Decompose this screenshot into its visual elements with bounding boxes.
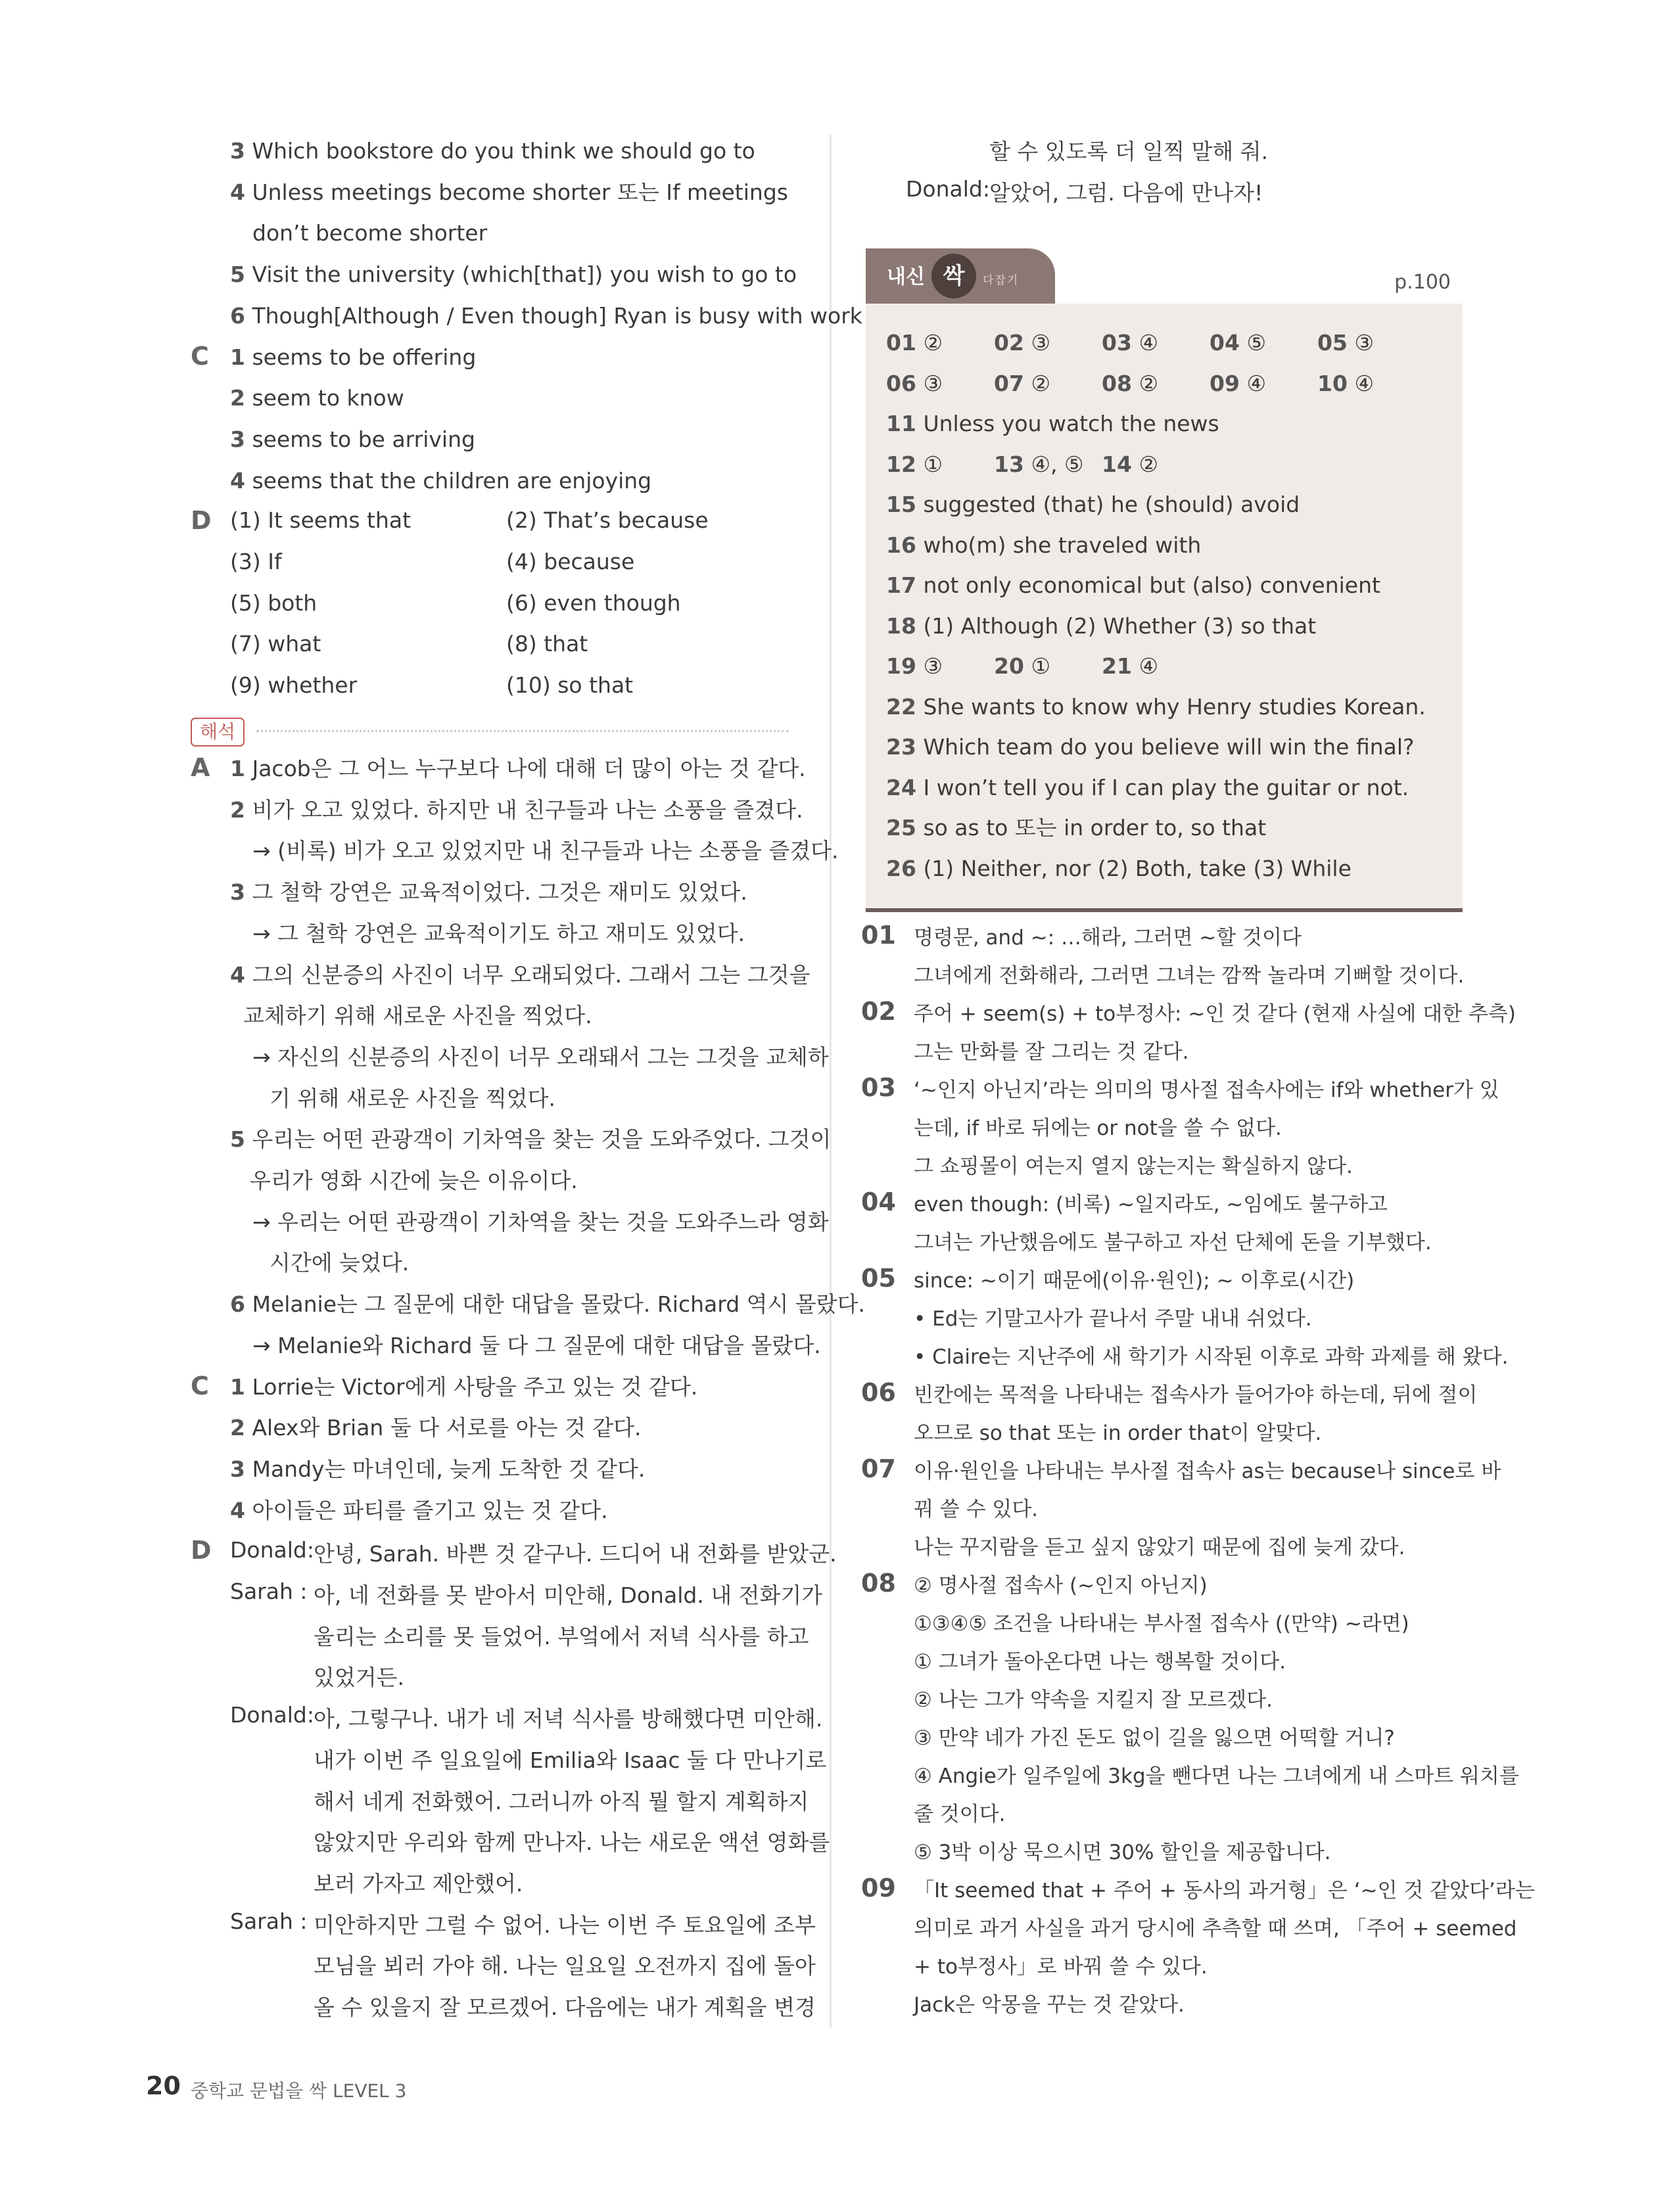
item-number: 2 — [230, 796, 245, 823]
explanation-line: ④ Angie가 일주일에 3kg을 뺀다면 나는 그녀에게 내 스마트 워치를 — [914, 1764, 1519, 1788]
explanation-line: 의미로 과거 사실을 과거 당시에 추측할 때 쓰며, 「주어 + seemed — [914, 1917, 1517, 1941]
answer-item — [994, 450, 1084, 479]
answer-number: 18 — [886, 612, 916, 639]
explanation-line: • Claire는 지난주에 새 학기가 시작된 이후로 과학 과제를 해 왔다. — [914, 1345, 1509, 1369]
column-divider — [830, 135, 832, 2027]
answer-number: 22 — [886, 693, 916, 720]
item-text: → 우리는 어떤 관광객이 기차역을 찾는 것을 도와주느라 영화 — [252, 1209, 829, 1235]
spacer — [245, 385, 252, 411]
d-answer: (8) that — [506, 631, 588, 657]
spacer — [916, 653, 924, 679]
section-label-c: C — [191, 341, 209, 371]
translation-line — [230, 961, 810, 990]
explanation-number: 03 — [861, 1073, 896, 1102]
answer-item — [1210, 329, 1266, 357]
d-answer: (10) so that — [506, 672, 634, 699]
answer-item — [1317, 329, 1374, 357]
explanation-line: 「It seemed that + 주어 + 동사의 과거형」은 ‘~인 것 같았다’라는 — [914, 1879, 1535, 1902]
answer-value: ② — [923, 330, 943, 356]
item-number: 1 — [230, 756, 245, 781]
answer-number: 14 — [1102, 451, 1132, 477]
answer-value: ④, ⑤ — [1031, 451, 1084, 477]
answer-item — [886, 409, 1219, 438]
explanation-line: 줄 것이다. — [914, 1803, 1006, 1826]
dialogue-text: 모님을 뵈러 가야 해. 나는 일요일 오전까지 집에 돌아 — [314, 1953, 816, 1979]
answer-item — [1102, 369, 1158, 398]
answer-number: 17 — [886, 572, 916, 598]
d-answer: (7) what — [230, 631, 321, 657]
item-text: Melanie는 그 질문에 대한 대답을 몰랐다. Richard 역시 몰랐다. — [252, 1291, 866, 1318]
answer-number: 10 — [1317, 370, 1348, 396]
c2-line — [230, 1373, 697, 1402]
translation-line — [230, 878, 747, 907]
spacer — [1024, 371, 1031, 396]
c2-line — [230, 1414, 642, 1442]
explanation-line: ③ 만약 네가 가진 돈도 없이 길을 잃으면 어떡할 거니? — [914, 1726, 1395, 1750]
c-item — [230, 425, 475, 454]
dialogue-text: 아, 네 전화를 못 받아서 미안해, Donald. 내 전화기가 — [314, 1582, 823, 1608]
answer-number: 02 — [994, 330, 1024, 356]
explanation-number: 04 — [861, 1187, 896, 1216]
d-answer: (2) That’s because — [506, 507, 709, 534]
spacer — [916, 775, 924, 800]
answer-number: 26 — [886, 855, 916, 881]
answer-number: 15 — [886, 492, 916, 517]
page-reference: p.100 — [1394, 271, 1451, 294]
answer-value: who(m) she traveled with — [923, 532, 1202, 558]
answer-item — [1317, 369, 1374, 398]
answer-value: so as to 또는 in order to, so that — [923, 815, 1267, 841]
translation-line — [252, 1208, 829, 1237]
spacer — [245, 962, 252, 988]
item-number: 3 — [230, 426, 245, 452]
item-text: seem to know — [252, 385, 404, 411]
answer-value: ① — [1031, 653, 1051, 679]
item-text: Which bookstore do you think we should go to — [252, 138, 755, 164]
book-title: 중학교 문법을 싹 LEVEL 3 — [191, 2080, 407, 2102]
item-text: → 자신의 신분증의 사진이 너무 오래돼서 그는 그것을 교체하 — [252, 1044, 829, 1070]
answer-value: not only economical but (also) convenient — [923, 572, 1380, 598]
spacer — [1240, 330, 1247, 356]
item-text: 아이들은 파티를 즐기고 있는 것 같다. — [252, 1497, 608, 1523]
d-answer: (1) It seems that — [230, 507, 411, 534]
translation-tag: 해석 — [191, 718, 245, 747]
answer-value: (1) Neither, nor (2) Both, take (3) While — [923, 855, 1352, 881]
item-number: 2 — [230, 385, 245, 411]
dialogue-text: 아, 그렇구나. 내가 네 저녁 식사를 방해했다면 미안해. — [314, 1706, 823, 1732]
spacer — [245, 1415, 252, 1440]
answer-value: ④ — [1354, 370, 1375, 396]
spacer — [916, 856, 924, 881]
answer-value: ③ — [923, 653, 943, 679]
spacer — [245, 138, 252, 164]
spacer — [1348, 371, 1355, 396]
answer-item — [886, 490, 1300, 519]
item-text: Mandy는 마녀인데, 늦게 도착한 것 같다. — [252, 1456, 646, 1482]
answer-number: 06 — [886, 370, 916, 396]
dialogue-text: 해서 네게 전화했어. 그러니까 아직 뭘 할지 계획하지 — [314, 1788, 809, 1814]
spacer — [916, 371, 924, 396]
page-number: 20 — [146, 2071, 181, 2100]
answer-item — [886, 571, 1380, 600]
b-item — [230, 178, 788, 207]
c-item — [230, 343, 476, 372]
translation-line — [230, 754, 806, 783]
section-label-a: A — [191, 753, 210, 782]
spacer — [916, 694, 924, 720]
item-number: 6 — [230, 1291, 245, 1318]
explanation-number: 05 — [861, 1264, 896, 1293]
answer-value: ④ — [1139, 330, 1159, 356]
answer-box-header — [866, 248, 1463, 306]
spacer — [245, 756, 252, 781]
explanation-number: 01 — [861, 921, 896, 950]
spacer — [1024, 330, 1031, 356]
answer-item — [994, 652, 1050, 681]
explanation-line: 빈칸에는 목적을 나타내는 접속사가 들어가야 하는데, 뒤에 절이 — [914, 1383, 1478, 1407]
item-number: 5 — [230, 262, 245, 288]
explanation-line: 주어 + seem(s) + to부정사: ~인 것 같다 (현재 사실에 대한 추측) — [914, 1002, 1516, 1026]
spacer — [916, 815, 924, 841]
dialogue-text: 미안하지만 그럴 수 없어. 나는 이번 주 토요일에 조부 — [314, 1912, 816, 1938]
c-item — [230, 467, 651, 495]
answer-number: 01 — [886, 330, 916, 356]
dialogue-text: 울리는 소리를 못 들었어. 부엌에서 저녁 식사를 하고 — [314, 1623, 809, 1649]
spacer — [245, 262, 252, 287]
answer-item — [886, 652, 943, 681]
answer-number: 08 — [1102, 370, 1132, 396]
answer-value: ⑤ — [1246, 330, 1267, 356]
answer-item — [886, 329, 943, 357]
tab-circle: 싹 — [931, 254, 976, 298]
answer-value: ① — [923, 451, 943, 477]
answer-number: 24 — [886, 774, 916, 800]
d-answer: (3) If — [230, 549, 282, 574]
explanation-line: 그 쇼핑몰이 여는지 열지 않는지는 확실하지 않다. — [914, 1155, 1353, 1178]
answer-value: She wants to know why Henry studies Korean. — [923, 693, 1426, 720]
translation-line — [230, 1290, 865, 1319]
b-item — [230, 260, 797, 289]
explanation-number: 08 — [861, 1569, 896, 1598]
answer-number: 21 — [1102, 653, 1132, 679]
dialogue-speaker: Donald: — [906, 175, 990, 202]
answer-number: 11 — [886, 411, 916, 436]
spacer — [1348, 330, 1355, 356]
answer-number: 09 — [1210, 370, 1240, 396]
explanation-line: 이유·원인을 나타내는 부사절 접속사 as는 because나 since로 바 — [914, 1460, 1501, 1483]
spacer — [1132, 330, 1139, 356]
item-number: 1 — [230, 1373, 245, 1400]
answer-item — [886, 693, 1426, 722]
translation-line — [230, 1125, 831, 1154]
d-answer: (6) even though — [506, 589, 681, 616]
translation-line — [250, 1166, 578, 1195]
answer-number: 07 — [994, 370, 1024, 396]
answer-number: 05 — [1317, 330, 1348, 356]
dialogue-speaker: Sarah : — [230, 1908, 308, 1934]
explanation-line: ⑤ 3박 이상 묵으시면 30% 할인을 제공합니다. — [914, 1841, 1331, 1864]
b-item — [252, 219, 487, 248]
tab-small-label: 다잡기 — [983, 274, 1020, 287]
translation-line — [252, 837, 839, 865]
translation-line — [270, 1084, 555, 1113]
d-answer: (5) both — [230, 589, 317, 616]
explanation-line: 나는 꾸지람을 듣고 싶지 않았기 때문에 집에 늦게 갔다. — [914, 1536, 1405, 1559]
section-label-d: D — [191, 506, 212, 536]
dialogue-speaker: Donald: — [230, 1702, 314, 1728]
explanation-line: 꿔 쓸 수 있다. — [914, 1498, 1039, 1521]
item-text: 그 철학 강연은 교육적이었다. 그것은 재미도 있었다. — [252, 879, 747, 906]
d-answer: (9) whether — [230, 672, 358, 699]
b-item — [230, 137, 755, 166]
answer-number: 25 — [886, 815, 916, 841]
c2-line — [230, 1455, 645, 1484]
item-text: seems to be arriving — [252, 426, 475, 452]
explanation-line: + to부정사」로 바꿔 쓸 수 있다. — [914, 1955, 1208, 1979]
item-text: don’t become shorter — [252, 220, 488, 246]
answer-number: 12 — [886, 451, 916, 477]
answer-number: 13 — [994, 451, 1024, 477]
dialogue-text: 안녕, Sarah. 바쁜 것 같구나. 드디어 내 전화를 받았군. — [314, 1541, 837, 1567]
explanation-line: 그녀는 가난했음에도 불구하고 자선 단체에 돈을 기부했다. — [914, 1231, 1432, 1255]
answer-item — [886, 733, 1415, 762]
item-text: 우리는 어떤 관광객이 기차역을 찾는 것을 도와주었다. 그것이 — [252, 1126, 832, 1153]
answer-item — [1210, 369, 1266, 398]
answer-value: Which team do you believe will win the final? — [923, 734, 1415, 760]
translation-line — [270, 1249, 409, 1278]
spacer — [1132, 451, 1139, 477]
tab-label: 내신 — [887, 265, 925, 288]
answer-item — [886, 814, 1266, 842]
item-text: → 그 철학 강연은 교육적이기도 하고 재미도 있었다. — [252, 920, 745, 946]
answer-value: ② — [1031, 370, 1051, 396]
spacer — [245, 1374, 252, 1400]
spacer — [916, 613, 924, 639]
answer-item — [1102, 329, 1158, 357]
answer-number: 03 — [1102, 330, 1132, 356]
dialogue-text: 올 수 있을지 잘 모르겠어. 다음에는 내가 계획을 변경 — [314, 1994, 816, 2020]
answer-value: ② — [1139, 451, 1159, 477]
answer-item — [886, 854, 1352, 883]
b-item — [230, 302, 862, 331]
explanation-line: 오므로 so that 또는 in order that이 알맞다. — [914, 1421, 1322, 1445]
translation-line — [230, 796, 803, 825]
explanation-line: since: ~이기 때문에(이유·원인); ~ 이후로(시간) — [914, 1269, 1355, 1293]
spacer — [245, 179, 252, 205]
item-text: seems to be offering — [252, 344, 477, 370]
item-text: 우리가 영화 시간에 늦은 이유이다. — [250, 1168, 578, 1193]
item-number: 4 — [230, 467, 245, 494]
spacer — [245, 426, 252, 452]
section-label-c2: C — [191, 1371, 209, 1400]
dialogue-speaker: Donald: — [230, 1537, 314, 1563]
spacer — [245, 797, 252, 823]
d-answer: (4) because — [506, 549, 635, 574]
answer-item — [886, 369, 943, 398]
translation-line — [243, 1002, 592, 1030]
spacer — [916, 451, 924, 477]
item-text: 그의 신분증의 사진이 너무 오래되었다. 그래서 그는 그것을 — [252, 961, 811, 988]
spacer — [245, 1291, 252, 1317]
explanation-number: 07 — [861, 1454, 896, 1483]
answer-item — [886, 773, 1409, 802]
answer-value: ③ — [1354, 330, 1375, 356]
item-text: → (비록) 비가 오고 있었지만 내 친구들과 나는 소풍을 즐겼다. — [252, 838, 839, 864]
item-text: 교체하기 위해 새로운 사진을 찍었다. — [243, 1003, 592, 1029]
answer-number: 19 — [886, 653, 916, 679]
dialogue-text: 할 수 있도록 더 일찍 말해 줘. — [989, 139, 1269, 164]
answer-item — [1102, 652, 1158, 681]
explanation-line: Jack은 악몽을 꾸는 것 같았다. — [914, 1993, 1185, 2017]
item-number: 3 — [230, 1456, 245, 1482]
item-number: 5 — [230, 1126, 245, 1153]
explanation-line: ② 명사절 접속사 (~인지 아닌지) — [914, 1574, 1208, 1598]
item-text: → Melanie와 Richard 둘 다 그 질문에 대한 대답을 몰랐다. — [252, 1332, 821, 1358]
item-text: seems that the children are enjoying — [252, 467, 652, 494]
answer-value: ④ — [1246, 370, 1267, 396]
spacer — [1132, 653, 1139, 679]
dotted-rule — [256, 730, 789, 732]
answer-value: ③ — [1031, 330, 1051, 356]
translation-line — [252, 919, 745, 948]
explanation-line: ①③④⑤ 조건을 나타내는 부사절 접속사 ((만약) ~라면) — [914, 1612, 1409, 1636]
spacer — [916, 330, 924, 356]
explanation-line: • Ed는 기말고사가 끝나서 주말 내내 쉬었다. — [914, 1307, 1312, 1331]
item-number: 2 — [230, 1415, 245, 1441]
spacer — [245, 1126, 252, 1152]
spacer — [245, 879, 252, 905]
answer-item — [886, 531, 1201, 560]
answer-item — [994, 329, 1050, 357]
explanation-line: 는데, if 바로 뒤에는 or not을 쓸 수 없다. — [914, 1117, 1282, 1140]
spacer — [245, 303, 252, 329]
item-number: 3 — [230, 138, 245, 164]
explanation-number: 09 — [861, 1874, 896, 1902]
explanation-line: ‘~인지 아닌지’라는 의미의 명사절 접속사에는 if와 whether가 있 — [914, 1078, 1499, 1102]
item-text: 시간에 늦었다. — [270, 1250, 410, 1276]
translation-line — [252, 1043, 829, 1072]
item-text: Though[Although / Even though] Ryan is busy with work — [252, 302, 862, 329]
answer-value: I won’t tell you if I can play the guitar or not. — [923, 774, 1409, 800]
explanation-line: even though: (비록) ~일지라도, ~임에도 불구하고 — [914, 1193, 1388, 1216]
answer-number: 23 — [886, 734, 916, 760]
spacer — [916, 572, 924, 598]
answer-box-tab — [866, 248, 1055, 304]
dialogue-text: 알았어, 그럼. 다음에 만나자! — [989, 179, 1263, 206]
answer-value: ③ — [923, 370, 943, 396]
explanation-line: 그는 만화를 잘 그리는 것 같다. — [914, 1040, 1189, 1064]
spacer — [245, 344, 252, 370]
dialogue-text: 있었거든. — [314, 1665, 405, 1691]
answer-value: ② — [1139, 370, 1159, 396]
explanation-number: 06 — [861, 1378, 896, 1407]
item-text: Alex와 Brian 둘 다 서로를 아는 것 같다. — [252, 1415, 642, 1441]
section-label-d2: D — [191, 1536, 212, 1565]
answer-value: suggested (that) he (should) avoid — [923, 492, 1300, 517]
answer-value: Unless you watch the news — [923, 411, 1219, 436]
spacer — [1024, 451, 1031, 477]
item-number: 3 — [230, 879, 245, 906]
answer-item — [1102, 450, 1158, 479]
item-number: 6 — [230, 302, 245, 329]
explanation-line: 그녀에게 전화해라, 그러면 그녀는 깜짝 놀라며 기뻐할 것이다. — [914, 964, 1465, 988]
item-number: 4 — [230, 961, 245, 988]
spacer — [245, 1498, 252, 1523]
answer-item — [886, 612, 1316, 641]
item-text: Lorrie는 Victor에게 사탕을 주고 있는 것 같다. — [252, 1373, 698, 1400]
spacer — [916, 492, 924, 517]
spacer — [1132, 371, 1139, 396]
answer-number: 04 — [1210, 330, 1240, 356]
spacer — [1240, 371, 1247, 396]
answer-number: 16 — [886, 532, 916, 558]
explanation-line: ② 나는 그가 약속을 지킬지 잘 모르겠다. — [914, 1688, 1273, 1712]
dialogue-text: 보러 가자고 제안했어. — [314, 1870, 523, 1897]
explanation-line: 명령문, and ~: …해라, 그러면 ~할 것이다 — [914, 926, 1302, 950]
item-text: 기 위해 새로운 사진을 찍었다. — [270, 1085, 555, 1111]
c2-line — [230, 1496, 608, 1525]
spacer — [245, 468, 252, 494]
spacer — [916, 411, 924, 436]
item-number: 4 — [230, 1497, 245, 1523]
dialogue-speaker: Sarah : — [230, 1578, 308, 1604]
explanation-number: 02 — [861, 997, 896, 1026]
dialogue-text: 내가 이번 주 일요일에 Emilia와 Isaac 둘 다 만나기로 — [314, 1747, 827, 1773]
explanation-line: ① 그녀가 돌아온다면 나는 행복할 것이다. — [914, 1650, 1286, 1674]
c-item — [230, 384, 404, 413]
answer-item — [886, 450, 943, 479]
translation-line — [252, 1331, 821, 1360]
dialogue-text: 않았지만 우리와 함께 만나자. 나는 새로운 액션 영화를 — [314, 1830, 830, 1856]
item-text: 비가 오고 있었다. 하지만 내 친구들과 나는 소풍을 즐겼다. — [252, 796, 803, 823]
item-text: Visit the university (which[that]) you wish to go to — [252, 262, 797, 288]
answer-number: 20 — [994, 653, 1024, 679]
item-number: 1 — [230, 344, 245, 370]
item-text: Unless meetings become shorter 또는 If meetings — [252, 179, 788, 205]
answer-item — [994, 369, 1050, 398]
spacer — [916, 532, 924, 558]
item-number: 4 — [230, 179, 245, 205]
spacer — [916, 734, 924, 760]
answer-value: ④ — [1139, 653, 1159, 679]
spacer — [1024, 653, 1031, 679]
item-text: Jacob은 그 어느 누구보다 나에 대해 더 많이 아는 것 같다. — [252, 756, 806, 781]
answer-value: (1) Although (2) Whether (3) so that — [923, 612, 1317, 639]
spacer — [245, 1456, 252, 1482]
